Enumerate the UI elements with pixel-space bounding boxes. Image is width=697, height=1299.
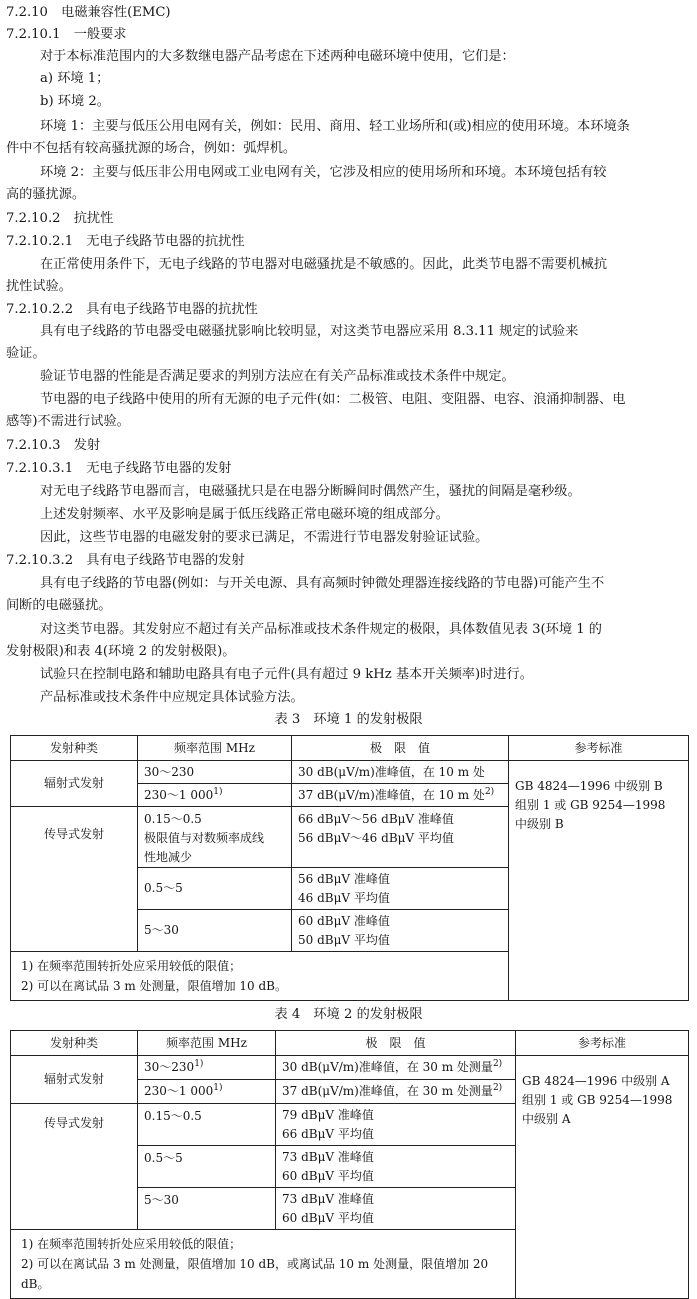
cell-limit: 37 dB(μV/m)准峰值，在 30 m 处测量$^{2)}$ — [276, 1080, 516, 1104]
paragraph-env-intro: 对于本标准范围内的大多数继电器产品考虑在下述两种电磁环境中使用，它们是： — [40, 49, 515, 64]
paragraph-immunity2-b: 验证节电器的性能是否满足要求的判别方法应在有关产品标准或技术条件中规定。 — [40, 369, 515, 384]
paragraph-immunity1-line1: 在正常使用条件下，无电子线路的节电器对电磁骚扰是不敏感的。因此，此类节电器不需要机械抗 — [40, 257, 608, 272]
paragraph-emission2-b-line2: 发射极限)和表 4(环境 2 的发射极限)。 — [6, 644, 236, 659]
paragraph-immunity2-c-line2: 感等)不需进行试验。 — [6, 414, 130, 429]
table-header-row — [11, 1031, 689, 1056]
table-4 — [10, 1030, 689, 1299]
table-3-caption: 表 3 环境 1 的发射极限 — [274, 712, 423, 727]
section-heading-7-2-10-3-1: 7.2.10.3.1 无电子线路节电器的发射 — [6, 461, 232, 476]
cell-frequency: 30～230$^{1)}$ — [138, 1056, 276, 1080]
reference-line: 中级别 B — [515, 817, 564, 831]
list-item-env-b: b) 环境 2。 — [40, 94, 110, 109]
cell-limit: 37 dB(μV/m)准峰值，在 10 m 处$^{2)}$ — [292, 784, 509, 807]
cell-reference-standard — [516, 1056, 689, 1299]
section-heading-7-2-10-2-1: 7.2.10.2.1 无电子线路节电器的抗扰性 — [6, 234, 245, 249]
header-reference-standard: 参考标准 — [509, 736, 689, 761]
cell-reference-standard — [509, 761, 689, 1001]
paragraph-immunity2-line1: 具有电子线路的节电器受电磁骚扰影响比较明显，对这类节电器应采用 8.3.11 规定的试验来 — [40, 324, 579, 339]
cell-radiated-emission: 辐射式发射 — [11, 761, 138, 807]
section-heading-7-2-10: 7.2.10 电磁兼容性(EMC) — [6, 5, 171, 20]
paragraph-immunity1-line2: 扰性试验。 — [6, 279, 72, 294]
paragraph-immunity2-c-line1: 节电器的电子线路中使用的所有无源的电子元件(如：二极管、电阻、变阻器、电容、浪涌抑制器、电 — [40, 392, 626, 407]
cell-limit: 60 dBμV 准峰值 50 dBμV 平均值 — [292, 910, 509, 952]
paragraph-env2-line1: 环境 2：主要与低压非公用电网或工业电网有关，它涉及相应的使用场所和环境。本环境包括有较 — [40, 165, 607, 180]
list-item-env-a: a) 环境 1； — [40, 71, 110, 86]
cell-limit: 30 dB(μV/m)准峰值，在 30 m 处测量$^{2)}$ — [276, 1056, 516, 1080]
table-notes — [11, 952, 509, 1001]
paragraph-emission1-a: 对无电子线路节电器而言，电磁骚扰只是在电器分断瞬间时偶然产生，骚扰的间隔是毫秒级。 — [40, 484, 581, 499]
cell-frequency: 30～230 — [138, 761, 292, 784]
cell-frequency: 0.15～0.5 极限值与对数频率成线 性地减少 — [138, 807, 292, 868]
table-3 — [10, 735, 689, 1001]
cell-frequency: 0.5～5 — [138, 868, 292, 910]
table-4-caption: 表 4 环境 2 的发射极限 — [274, 1007, 423, 1022]
cell-radiated-emission: 辐射式发射 — [11, 1056, 138, 1104]
header-frequency-range: 频率范围 MHz — [138, 1031, 276, 1056]
cell-frequency: 5～30 — [138, 1188, 276, 1230]
paragraph-emission1-b: 上述发射频率、水平及影响是属于低压线路正常电磁环境的组成部分。 — [40, 507, 449, 522]
cell-limit: 79 dBμV 准峰值 66 dBμV 平均值 — [276, 1104, 516, 1146]
paragraph-emission2-a-line2: 间断的电磁骚扰。 — [6, 598, 112, 613]
section-heading-7-2-10-3: 7.2.10.3 发射 — [6, 438, 101, 453]
section-heading-7-2-10-3-2: 7.2.10.3.2 具有电子线路节电器的发射 — [6, 553, 245, 568]
cell-frequency: 5～30 — [138, 910, 292, 952]
paragraph-emission1-c: 因此，这些节电器的电磁发射的要求已满足，不需进行节电器发射验证试验。 — [40, 530, 489, 545]
header-limit-value: 极 限 值 — [292, 736, 509, 761]
cell-frequency: 0.5～5 — [138, 1146, 276, 1188]
reference-line: GB 4824—1996 中级别 A — [522, 1074, 670, 1088]
cell-limit: 73 dBμV 准峰值 60 dBμV 平均值 — [276, 1188, 516, 1230]
reference-line: 组别 1 或 GB 9254—1998 — [515, 798, 666, 812]
reference-line: 中级别 A — [522, 1112, 571, 1126]
cell-limit: 30 dB(μV/m)准峰值，在 10 m 处 — [292, 761, 509, 784]
section-heading-7-2-10-2-2: 7.2.10.2.2 具有电子线路节电器的抗扰性 — [6, 302, 258, 317]
header-emission-type: 发射种类 — [11, 736, 138, 761]
table-notes — [11, 1230, 516, 1299]
paragraph-emission2-a-line1: 具有电子线路的节电器(例如：与开关电源、具有高频时钟微处理器连接线路的节电器)可能产生不 — [40, 576, 605, 591]
cell-conducted-emission: 传导式发射 — [11, 807, 138, 952]
table-header-row — [11, 736, 689, 761]
cell-frequency: 230～1 000$^{1)}$ — [138, 784, 292, 807]
cell-limit: 66 dBμV～56 dBμV 准峰值 56 dBμV～46 dBμV 平均值 — [292, 807, 509, 868]
reference-line: 组别 1 或 GB 9254—1998 — [522, 1093, 673, 1107]
paragraph-immunity2-line2: 验证。 — [6, 346, 46, 361]
cell-frequency: 0.15～0.5 — [138, 1104, 276, 1146]
paragraph-env1-line2: 件中不包括有较高骚扰源的场合，例如：弧焊机。 — [6, 141, 297, 156]
cell-limit: 73 dBμV 准峰值 60 dBμV 平均值 — [276, 1146, 516, 1188]
paragraph-env1-line1: 环境 1：主要与低压公用电网有关，例如：民用、商用、轻工业场所和(或)相应的使用环境。本环境条 — [40, 119, 630, 134]
section-heading-7-2-10-2: 7.2.10.2 抗扰性 — [6, 211, 114, 226]
paragraph-emission2-c: 试验只在控制电路和辅助电路具有电子元件(具有超过 9 kHz 基本开关频率)时进行。 — [40, 667, 533, 682]
note-1: 1) 在频率范围转折处应采用较低的限值； — [21, 1237, 242, 1251]
paragraph-emission2-b-line1: 对这类节电器。其发射应不超过有关产品标准或技术条件规定的极限，具体数值见表 3(环境 1 的 — [40, 622, 602, 637]
note-2: 2) 可以在离试品 3 m 处测量，限值增加 10 dB。 — [21, 979, 287, 993]
header-emission-type: 发射种类 — [11, 1031, 138, 1056]
table-row — [11, 1056, 689, 1080]
section-heading-7-2-10-1: 7.2.10.1 一般要求 — [6, 27, 127, 42]
paragraph-emission2-d: 产品标准或技术条件中应规定具体试验方法。 — [40, 690, 304, 705]
cell-frequency: 230～1 000$^{1)}$ — [138, 1080, 276, 1104]
table-row — [11, 761, 689, 784]
header-frequency-range: 频率范围 MHz — [138, 736, 292, 761]
note-2: 2) 可以在离试品 3 m 处测量，限值增加 10 dB，或离试品 10 m 处测量，限值增加 20 dB。 — [21, 1257, 489, 1291]
cell-limit: 56 dBμV 准峰值 46 dBμV 平均值 — [292, 868, 509, 910]
header-limit-value: 极 限 值 — [276, 1031, 516, 1056]
paragraph-env2-line2: 高的骚扰源。 — [6, 187, 86, 202]
note-1: 1) 在频率范围转折处应采用较低的限值； — [21, 959, 242, 973]
cell-conducted-emission: 传导式发射 — [11, 1104, 138, 1230]
header-reference-standard: 参考标准 — [516, 1031, 689, 1056]
reference-line: GB 4824—1996 中级别 B — [515, 779, 663, 793]
